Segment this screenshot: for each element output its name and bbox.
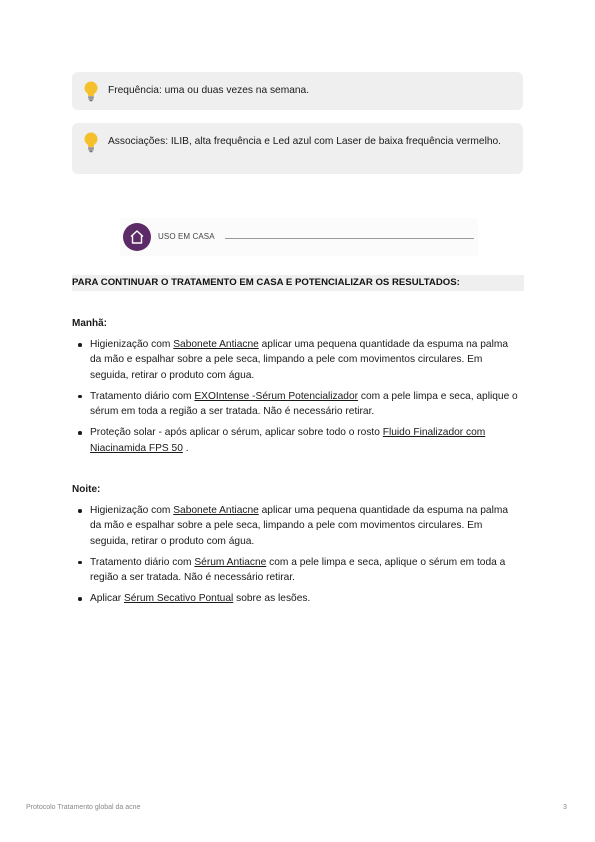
night-list	[72, 503, 522, 613]
morning-list	[72, 337, 522, 462]
item-text: com a pele limpa e seca, aplique o sérum em toda a região a ser tratada. Não é necessário retirar.	[90, 556, 506, 584]
item-text: Proteção solar - após aplicar o sérum, aplicar sobre todo o rosto	[90, 427, 383, 439]
frequency-callout	[72, 72, 523, 110]
item-text: sobre as lesões.	[233, 593, 311, 605]
section-divider	[225, 238, 474, 239]
list-item	[72, 425, 522, 456]
list-item	[72, 389, 522, 420]
product-link[interactable]: Sabonete Antiacne	[173, 505, 259, 516]
item-text: com a pele limpa e seca, aplique o sérum em toda a região a ser tratada. Não é necessário retirar.	[90, 390, 518, 418]
lightbulb-icon	[82, 80, 100, 102]
product-link[interactable]: Sérum Antiacne	[194, 556, 267, 568]
night-heading: Noite:	[72, 484, 101, 495]
product-link[interactable]: Fluido Finalizador com Niacinamida FPS 50	[90, 427, 486, 454]
item-text: aplicar uma pequena quantidade da espuma na palma da mão e espalhar sobre a pele seca, limpando a pele com movimentos circulares. Em seguida, retirar o produto com água.	[90, 505, 509, 547]
list-item	[72, 503, 522, 549]
house-icon-badge	[123, 223, 151, 251]
section-header	[120, 218, 478, 256]
item-text: Tratamento diário com	[90, 390, 195, 402]
item-text: Aplicar	[90, 593, 124, 605]
product-link[interactable]: Sérum Secativo Pontual	[123, 593, 234, 605]
product-link[interactable]: EXOIntense -Sérum Potencializador	[194, 390, 359, 402]
callout-text: Frequência: uma ou duas vezes na semana.	[108, 85, 310, 96]
item-text: Higienização com	[90, 505, 174, 516]
list-item	[72, 591, 522, 606]
morning-heading: Manhã:	[72, 318, 107, 329]
section-heading: PARA CONTINUAR O TRATAMENTO EM CASA E POTENCIALIZAR OS RESULTADOS:	[72, 275, 524, 291]
item-text: aplicar uma pequena quantidade da espuma na palma da mão e espalhar sobre a pele seca, limpando a pele com movimentos circulares. Em seguida, retirar o produto com água.	[90, 339, 509, 381]
section-label: USO EM CASA	[158, 232, 215, 241]
footer-title: Protocolo Tratamento global da acne	[26, 804, 141, 811]
list-item	[72, 337, 522, 383]
lightbulb-icon	[82, 131, 100, 153]
callout-text: Associações: ILIB, alta frequência e Led azul com Laser de baixa frequência vermelho.	[108, 136, 502, 147]
item-text: Tratamento diário com	[90, 556, 195, 568]
page-number: 3	[563, 804, 567, 811]
product-link[interactable]: Sabonete Antiacne	[173, 339, 259, 350]
house-icon	[123, 223, 151, 251]
item-text: .	[182, 442, 189, 454]
associations-callout	[72, 123, 523, 174]
item-text: Higienização com	[90, 339, 174, 350]
list-item	[72, 555, 522, 586]
